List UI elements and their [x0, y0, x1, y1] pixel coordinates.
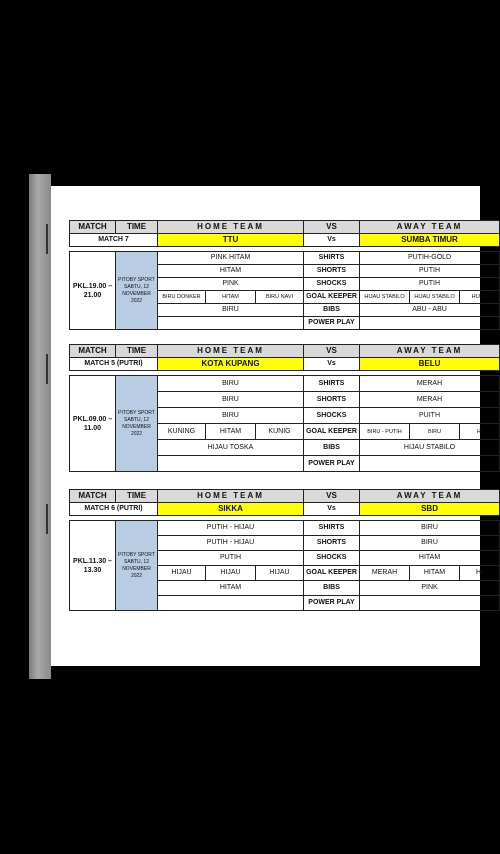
away-gk-3: HIJAU: [460, 291, 500, 304]
away-gk-2: BIRU: [410, 424, 460, 440]
match-label: MATCH 6 (PUTRI): [70, 503, 158, 516]
away-shocks: PUTIH: [360, 278, 500, 291]
home-team-name: KOTA KUPANG: [158, 358, 304, 371]
vs-label: Vs: [304, 234, 360, 247]
home-team-name: TTU: [158, 234, 304, 247]
away-gk-1: BIRU - PUTIH: [360, 424, 410, 440]
home-gk-2: HITAM: [206, 291, 256, 304]
home-gk-1: BIRU DONKER: [158, 291, 206, 304]
label-bibs: BIBS: [304, 581, 360, 596]
col-away-team: AWAY TEAM: [360, 490, 500, 503]
match-label: MATCH 5 (PUTRI): [70, 358, 158, 371]
match-venue: PITOBY SPORT SABTU, 12 NOVEMBER 2022: [116, 252, 158, 330]
away-power-play: [360, 456, 500, 472]
away-shocks: HITAM: [360, 551, 500, 566]
col-home-team: HOME TEAM: [158, 221, 304, 234]
col-away-team: AWAY TEAM: [360, 345, 500, 358]
away-shirts: BIRU: [360, 521, 500, 536]
away-shocks: PUITH: [360, 408, 500, 424]
away-team-name: SUMBA TIMUR: [360, 234, 500, 247]
col-away-team: AWAY TEAM: [360, 221, 500, 234]
away-team-name: BELU: [360, 358, 500, 371]
label-power-play: POWER PLAY: [304, 596, 360, 611]
label-bibs: BIBS: [304, 440, 360, 456]
label-shorts: SHORTS: [304, 392, 360, 408]
away-gk-1: MERAH: [360, 566, 410, 581]
home-gk-3: HIJAU: [256, 566, 304, 581]
document-page-edge: [29, 174, 51, 679]
home-team-name: SIKKA: [158, 503, 304, 516]
col-vs: VS: [304, 221, 360, 234]
label-shocks: SHOCKS: [304, 408, 360, 424]
vs-label: Vs: [304, 358, 360, 371]
schedule-document: [51, 186, 488, 666]
away-shirts: MERAH: [360, 376, 500, 392]
label-goal-keeper: GOAL KEEPER: [304, 291, 360, 304]
home-gk-3: KUNIG: [256, 424, 304, 440]
away-bibs: PINK: [360, 581, 500, 596]
home-power-play: [158, 596, 304, 611]
match-block-2: [69, 344, 500, 472]
col-match: MATCH: [70, 490, 116, 503]
away-shirts: PUTIH-GOLD: [360, 252, 500, 265]
col-match: MATCH: [70, 221, 116, 234]
away-power-play: [360, 317, 500, 330]
home-shirts: PUTIH - HIJAU: [158, 521, 304, 536]
col-match: MATCH: [70, 345, 116, 358]
label-goal-keeper: GOAL KEEPER: [304, 566, 360, 581]
col-time: TIME: [116, 490, 158, 503]
home-power-play: [158, 317, 304, 330]
home-shirts: PINK HITAM: [158, 252, 304, 265]
home-gk-2: HIJAU: [206, 566, 256, 581]
home-bibs: HITAM: [158, 581, 304, 596]
home-shorts: HITAM: [158, 265, 304, 278]
match-venue: PITOBY SPORT SABTU, 12 NOVEMBER 2022: [116, 521, 158, 611]
label-shirts: SHIRTS: [304, 252, 360, 265]
label-shorts: SHORTS: [304, 265, 360, 278]
away-shorts: MERAH: [360, 392, 500, 408]
away-gk-3: HI: [460, 424, 500, 440]
label-shocks: SHOCKS: [304, 551, 360, 566]
away-team-name: SBD: [360, 503, 500, 516]
home-gk-2: HITAM: [206, 424, 256, 440]
col-vs: VS: [304, 345, 360, 358]
away-shorts: BIRU: [360, 536, 500, 551]
col-time: TIME: [116, 221, 158, 234]
home-shorts: BIRU: [158, 392, 304, 408]
vs-label: Vs: [304, 503, 360, 516]
col-home-team: HOME TEAM: [158, 345, 304, 358]
away-bibs: HIJAU STABILO: [360, 440, 500, 456]
label-shorts: SHORTS: [304, 536, 360, 551]
away-gk-3: HI: [460, 566, 500, 581]
home-shirts: BIRU: [158, 376, 304, 392]
match-block-3: [69, 489, 500, 611]
home-bibs: BIRU: [158, 304, 304, 317]
away-gk-1: HIJAU STABILO: [360, 291, 410, 304]
label-shocks: SHOCKS: [304, 278, 360, 291]
home-shocks: PUTIH: [158, 551, 304, 566]
away-bibs: ABU - ABU: [360, 304, 500, 317]
home-shorts: PUTIH - HIJAU: [158, 536, 304, 551]
away-power-play: [360, 596, 500, 611]
label-bibs: BIBS: [304, 304, 360, 317]
label-shirts: SHIRTS: [304, 521, 360, 536]
match-block-1: [69, 220, 500, 330]
away-shorts: PUTIH: [360, 265, 500, 278]
home-gk-1: KUNING: [158, 424, 206, 440]
away-gk-2: HIJAU STABILO: [410, 291, 460, 304]
home-shocks: PINK: [158, 278, 304, 291]
match-venue: PITOBY SPORT SABTU, 12 NOVEMBER 2022: [116, 376, 158, 472]
label-goal-keeper: GOAL KEEPER: [304, 424, 360, 440]
home-bibs: HIJAU TOSKA: [158, 440, 304, 456]
match-time: PKL.19.00 – 21.00: [70, 252, 116, 330]
match-time: PKL.09.00 – 11.00: [70, 376, 116, 472]
col-home-team: HOME TEAM: [158, 490, 304, 503]
home-shocks: BIRU: [158, 408, 304, 424]
home-gk-3: BIRU NAVI: [256, 291, 304, 304]
away-gk-2: HITAM: [410, 566, 460, 581]
match-label: MATCH 7: [70, 234, 158, 247]
label-power-play: POWER PLAY: [304, 456, 360, 472]
home-power-play: [158, 456, 304, 472]
match-time: PKL.11.30 – 13.30: [70, 521, 116, 611]
label-shirts: SHIRTS: [304, 376, 360, 392]
col-vs: VS: [304, 490, 360, 503]
label-power-play: POWER PLAY: [304, 317, 360, 330]
home-gk-1: HIJAU: [158, 566, 206, 581]
col-time: TIME: [116, 345, 158, 358]
